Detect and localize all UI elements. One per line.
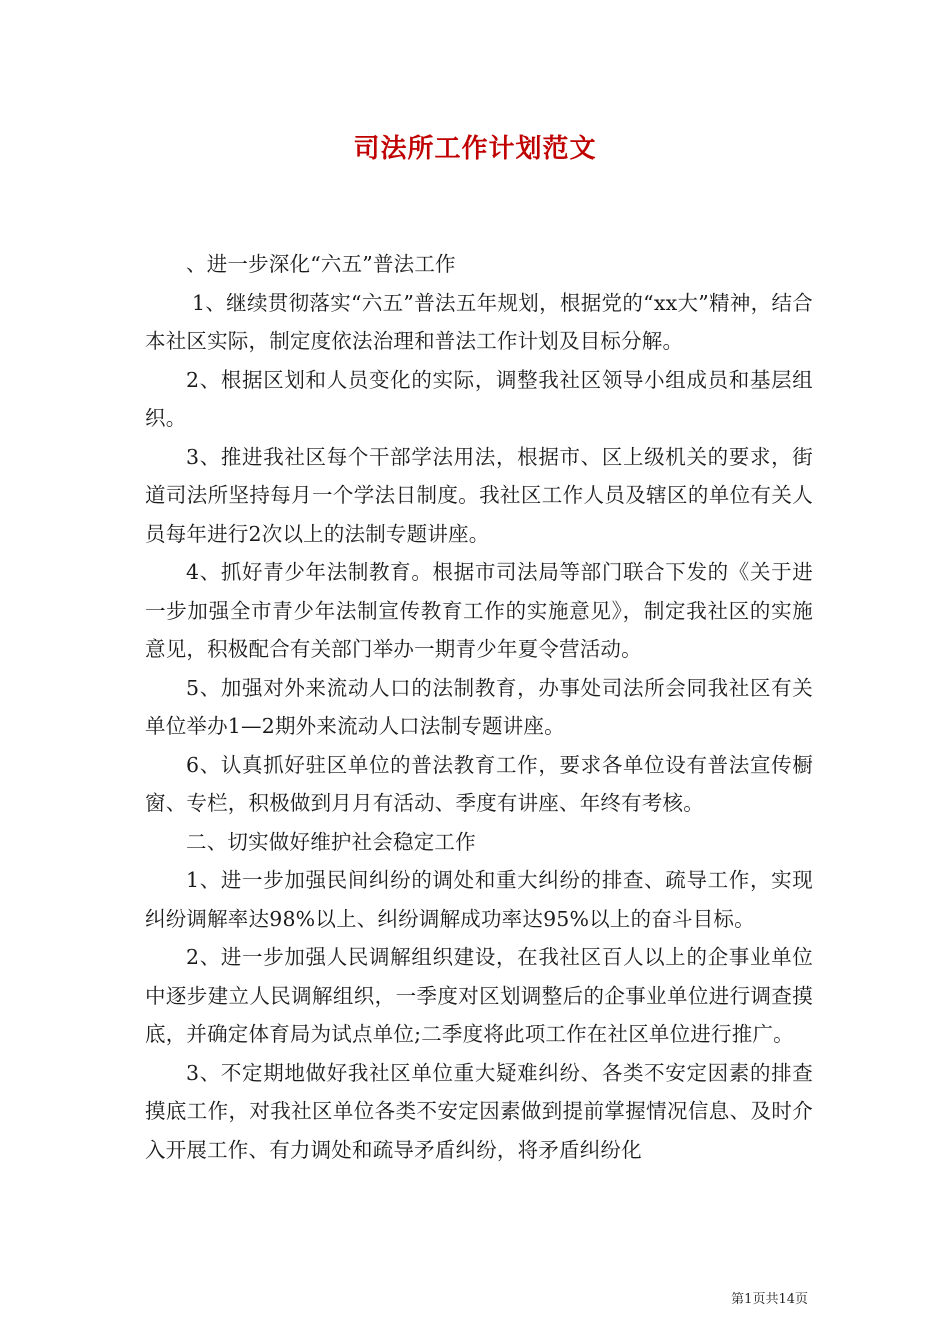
paragraph: 1、继续贯彻落实“六五”普法五年规划，根据党的“xx大”精神，结合本社区实际，制定度依法治理和普法工作计划及目标分解。 <box>145 290 813 353</box>
paragraph: 3、不定期地做好我社区单位重大疑难纠纷、各类不安定因素的排查摸底工作，对我社区单位各类不安定因素做到提前掌握情况信息、及时介入开展工作、有力调处和疏导矛盾纠纷，将矛盾纠纷化 <box>145 1060 813 1162</box>
paragraph: 4、抓好青少年法制教育。根据市司法局等部门联合下发的《关于进一步加强全市青少年法制宣传教育工作的实施意见》，制定我社区的实施意见，积极配合有关部门举办一期青少年夏令营活动。 <box>145 560 813 661</box>
page-number-footer: 第1页共14页 <box>731 1292 808 1307</box>
paragraph: 6、认真抓好驻区单位的普法教育工作，要求各单位设有普法宣传橱窗、专栏，积极做到月月有活动、季度有讲座、年终有考核。 <box>145 752 813 815</box>
paragraph: 1、进一步加强民间纠纷的调处和重大纠纷的排查、疏导工作，实现纠纷调解率达98%以上、纠纷调解成功率达95%以上的奋斗目标。 <box>145 868 813 931</box>
paragraph: 、进一步深化“六五”普法工作 <box>186 252 456 276</box>
document-title: 司法所工作计划范文 <box>353 134 597 164</box>
paragraph: 2、进一步加强人民调解组织建设，在我社区百人以上的企事业单位中逐步建立人民调解组织，一季度对区划调整后的企事业单位进行调查摸底，并确定体育局为试点单位;二季度将此项工作在社区单位进行推广。 <box>145 945 813 1046</box>
paragraph: 3、推进我社区每个干部学法用法，根据市、区上级机关的要求，街道司法所坚持每月一个学法日制度。我社区工作人员及辖区的单位有关人员每年进行2次以上的法制专题讲座。 <box>145 444 813 546</box>
paragraph: 2、根据区划和人员变化的实际，调整我社区领导小组成员和基层组织。 <box>145 367 813 430</box>
section-heading: 二、切实做好维护社会稳定工作 <box>186 829 476 854</box>
document-body <box>145 245 813 1169</box>
paragraph: 5、加强对外来流动人口的法制教育，办事处司法所会同我社区有关单位举办1—2期外来流动人口法制专题讲座。 <box>145 675 813 738</box>
